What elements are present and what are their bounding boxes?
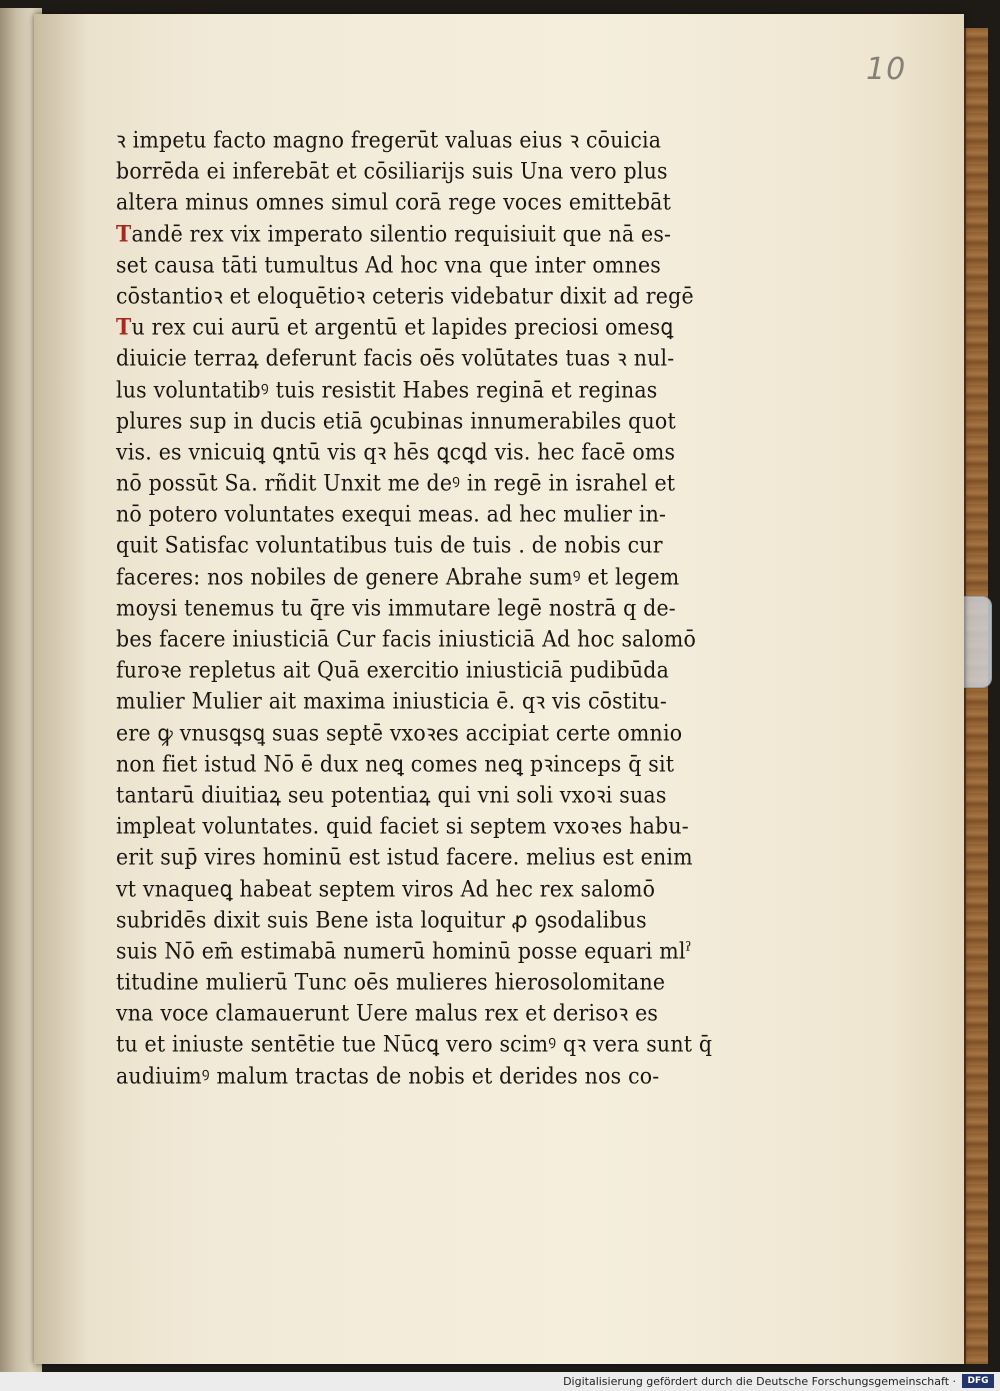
line-text: vna voce clamauerunt Uere malus rex et derisoꝛ es: [116, 1000, 659, 1027]
text-line: [116, 155, 766, 189]
text-line: [116, 249, 766, 283]
line-text: tantarū diuitiaꝝ seu potentiaꝝ qui vni soli vxoꝛi suas: [116, 781, 667, 808]
line-text: andē rex vix imperato silentio requisiuit que nā es-: [131, 220, 672, 247]
line-text: vt vnaqueꝗ habeat septem viros Ad hec rex salomō: [116, 875, 656, 902]
text-line: [116, 966, 766, 1000]
text-line: [116, 810, 766, 844]
line-text: mulier Mulier ait maxima iniusticia ē. qꝛ vis cōstitu-: [116, 688, 668, 715]
text-line: [116, 685, 766, 719]
line-text: faceres: nos nobiles de genere Abrahe sumꝰ et legem: [116, 563, 680, 590]
text-line: [116, 1028, 766, 1062]
line-text: suis Nō em̄ estimabā numerū hominū posse equari mlˀ: [116, 937, 692, 964]
line-text: audiuimꝰ malum tractas de nobis et derides nos co-: [116, 1062, 660, 1089]
text-line: [116, 280, 766, 314]
footer-bar: [0, 1372, 1000, 1391]
text-line: [116, 311, 766, 345]
rubricated-initial: T: [116, 220, 132, 247]
line-text: furoꝛe repletus ait Quā exercitio iniusticiā pudibūda: [116, 657, 669, 684]
line-text: moysi tenemus tu q̄re vis immutare legē nostrā q de-: [116, 594, 676, 621]
text-line: [116, 342, 766, 376]
text-line: [116, 124, 766, 158]
text-line: [116, 592, 766, 626]
line-text: impleat voluntates. quid faciet si septem vxoꝛes habu-: [116, 813, 689, 840]
line-text: ere ꝙ vnusꝗsꝗ suas septē vxoꝛes accipiat certe omnio: [116, 719, 683, 746]
line-text: diuicie terraꝝ deferunt facis oēs volūtates tuas ꝛ nul-: [116, 345, 675, 372]
funding-credit: Digitalisierung gefördert durch die Deutsche Forschungsgemeinschaft ·: [563, 1375, 956, 1388]
line-text: quit Satisfac voluntatibus tuis de tuis . de nobis cur: [116, 532, 663, 559]
folio-number: 10: [866, 52, 907, 87]
line-text: set causa tāti tumultus Ad hoc vna que inter omnes: [116, 251, 662, 278]
line-text: nō potero voluntates exequi meas. ad hec mulier in-: [116, 501, 667, 528]
text-line: [116, 436, 766, 470]
line-text: plures sup in ducis etiā ꝯcubinas innumerabiles quot: [116, 407, 676, 434]
text-line: [116, 903, 766, 937]
text-line: [116, 373, 766, 407]
line-text: altera minus omnes simul corā rege voces emittebāt: [116, 189, 672, 216]
text-line: [116, 623, 766, 657]
text-line: [116, 560, 766, 594]
line-text: borrēda ei inferebāt et cōsiliarijs suis Una vero plus: [116, 158, 668, 185]
text-line: [116, 217, 766, 251]
line-text: erit sup̄ vires hominū est istud facere. melius est enim: [116, 844, 693, 871]
text-line: [116, 997, 766, 1031]
text-line: [116, 654, 766, 688]
text-line: [116, 529, 766, 563]
line-text: lus voluntatibꝰ tuis resistit Habes reginā et reginas: [116, 376, 658, 403]
line-text: non fiet istud Nō ē dux neꝗ comes neꝗ pꝛinceps q̄ sit: [116, 750, 675, 777]
line-text: tu et iniuste sentētie tue Nūcꝗ vero scimꝰ qꝛ vera sunt q̄: [116, 1031, 713, 1058]
text-line: [116, 841, 766, 875]
text-line: [116, 779, 766, 813]
line-text: ꝛ impetu facto magno fregerūt valuas eius ꝛ cōuicia: [116, 126, 662, 153]
text-line: [116, 404, 766, 438]
binding-board: [964, 28, 988, 1364]
line-text: cōstantioꝛ et eloquētioꝛ ceteris videbatur dixit ad regē: [116, 282, 694, 309]
text-line: [116, 498, 766, 532]
text-block: [116, 125, 766, 1092]
line-text: vis. es vnicuiꝗ ꝗntū vis qꝛ hēs ꝗcꝗd vis. hec facē oms: [116, 438, 676, 465]
text-line: [116, 467, 766, 501]
line-text: subridēs dixit suis Bene ista loquitur ꝓ ꝯsodalibus: [116, 906, 647, 933]
line-text: titudine mulierū Tunc oēs mulieres hierosolomitane: [116, 969, 666, 995]
text-line: [116, 872, 766, 906]
line-text: bes facere iniusticiā Cur facis iniusticiā Ad hoc salomō: [116, 625, 697, 652]
text-line: [116, 748, 766, 782]
dfg-logo: DFG: [962, 1374, 994, 1388]
text-line: [116, 1059, 766, 1093]
text-line: [116, 186, 766, 220]
text-line: [116, 935, 766, 969]
text-line: [116, 716, 766, 750]
line-text: nō possūt Sa. rñdit Unxit me deꝰ in regē in israhel et: [116, 470, 676, 496]
line-text: u rex cui aurū et argentū et lapides preciosi omesꝗ: [131, 314, 674, 341]
rubricated-initial: T: [116, 314, 132, 341]
